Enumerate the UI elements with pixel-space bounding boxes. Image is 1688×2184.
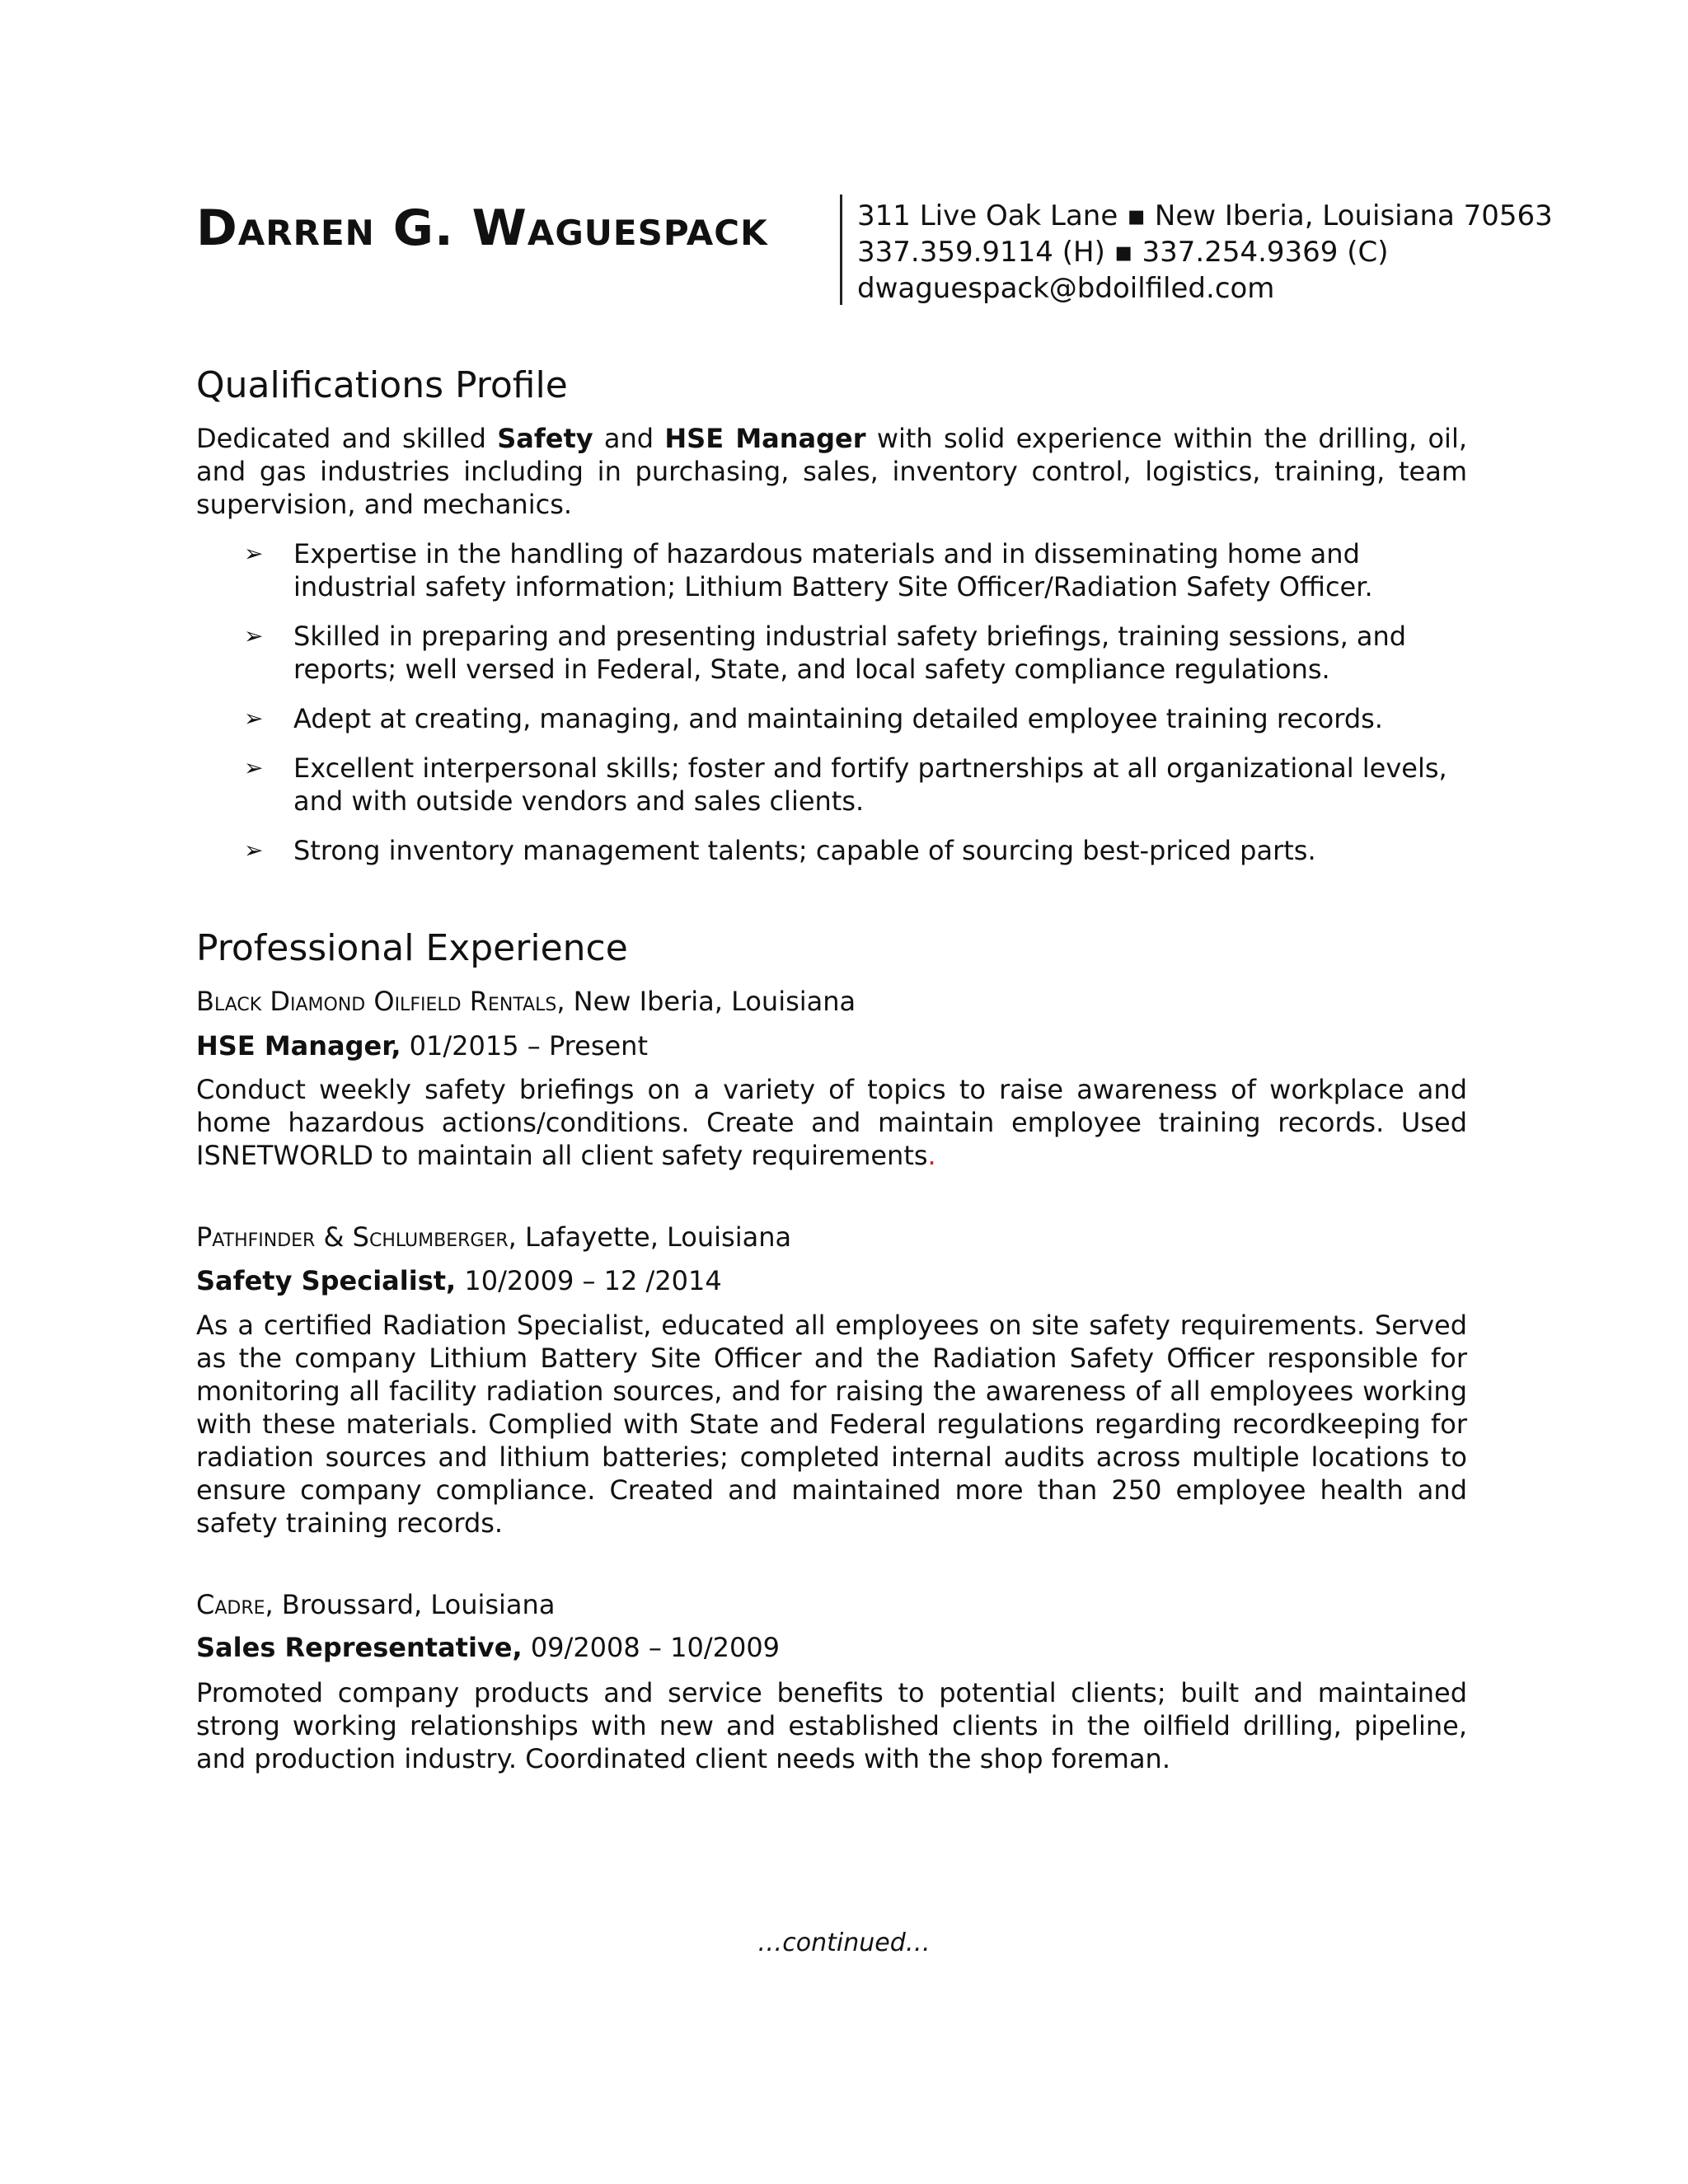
qualification-bullet	[244, 702, 1447, 735]
job-title: HSE Manager,	[196, 1030, 401, 1062]
company-name: Black Diamond Oilfield Rentals	[196, 986, 557, 1017]
summary-bold-hse-manager: HSE Manager	[664, 423, 866, 454]
job-description	[196, 1073, 1467, 1172]
contact-email: dwaguespack@bdoilfiled.com	[857, 272, 1275, 305]
arrowhead-bullet-icon: ➢	[244, 837, 264, 864]
qualifications-heading: Qualifications Profile	[196, 364, 568, 406]
job-dates: 01/2015 – Present	[401, 1030, 648, 1062]
company-location: , New Iberia, Louisiana	[556, 986, 856, 1017]
job-description: Promoted company products and service benefits to potential clients; built and maintained strong working relationships with new and established clients in the oilfield drilling, pipeline, and production industry. Coordinated client needs with the shop foreman.	[196, 1677, 1467, 1774]
job-description-end: .	[927, 1140, 936, 1171]
arrowhead-bullet-icon: ➢	[244, 754, 264, 781]
continued-note: …continued…	[757, 1929, 931, 1957]
summary-text-3: with solid experience within the drilling, oil, and gas industries including in purchasing, sales, inventory control, logistics, training, team supervision, and mechanics.	[196, 423, 1467, 520]
contact-address: 311 Live Oak Lane ▪ New Iberia, Louisiana 70563	[857, 199, 1553, 232]
qualification-bullet	[244, 537, 1447, 603]
job-dates: 09/2008 – 10/2009	[522, 1632, 781, 1663]
bullet-text: Excellent interpersonal skills; foster and fortify partnerships at all organizational levels, and with outside vendors and sales clients.	[293, 752, 1447, 817]
bullet-text: Adept at creating, managing, and maintaining detailed employee training records.	[293, 703, 1383, 734]
qualifications-bullet-list	[244, 537, 1447, 883]
company-location: , Lafayette, Louisiana	[508, 1221, 792, 1253]
company-name: Pathfinder & Schlumberger	[196, 1221, 509, 1253]
job-role-line	[196, 1030, 648, 1062]
summary-bold-safety: Safety	[497, 423, 593, 454]
job-role-line	[196, 1265, 722, 1296]
applicant-name: Darren G. Waguespack	[196, 199, 768, 257]
contact-block	[857, 198, 1553, 307]
qualification-bullet	[244, 620, 1447, 686]
bullet-text: Expertise in the handling of hazardous materials and in disseminating home and industrial safety information; Lithium Battery Site Officer/Radiation Safety Officer.	[293, 538, 1373, 602]
bullet-text: Skilled in preparing and presenting industrial safety briefings, training sessions, and reports; well versed in Federal, State, and local safety compliance regulations.	[293, 621, 1407, 685]
job-title: Sales Representative,	[196, 1632, 523, 1663]
qualification-bullet	[244, 834, 1447, 867]
arrowhead-bullet-icon: ➢	[244, 540, 264, 567]
job-dates: 10/2009 – 12 /2014	[456, 1265, 722, 1296]
company-name: Cadre	[196, 1589, 265, 1620]
job-company-line	[196, 1589, 555, 1620]
qualifications-summary	[196, 422, 1467, 521]
bullet-text: Strong inventory management talents; capable of sourcing best-priced parts.	[293, 835, 1316, 866]
job-description: As a certified Radiation Specialist, educated all employees on site safety requirements. Served as the company Lithium Battery Site Officer and the Radiation Safety Officer responsible for monitoring all facility radiation sources, and for raising the awareness of all employees working with these materials. Complied with State and Federal regulations regarding recordkeeping for radiation sources and lithium batteries; completed internal audits across multiple locations to ensure company compliance. Created and maintained more than 250 employee health and safety training records.	[196, 1310, 1467, 1539]
job-description-text: Conduct weekly safety briefings on a variety of topics to raise awareness of workplace and home hazardous actions/conditions. Create and maintain employee training records. Used ISNETWORLD to maintain all client safety requirements	[196, 1074, 1467, 1171]
summary-text-2: and	[593, 423, 665, 454]
job-company-line	[196, 986, 856, 1017]
job-role-line	[196, 1632, 780, 1663]
job-title: Safety Specialist,	[196, 1265, 457, 1296]
header-divider	[840, 194, 842, 305]
qualification-bullet	[244, 752, 1447, 818]
company-location: , Broussard, Louisiana	[265, 1589, 556, 1620]
arrowhead-bullet-icon: ➢	[244, 705, 264, 732]
summary-text-1: Dedicated and skilled	[196, 423, 498, 454]
contact-phones: 337.359.9114 (H) ▪ 337.254.9369 (C)	[857, 236, 1389, 269]
job-company-line	[196, 1221, 791, 1253]
arrowhead-bullet-icon: ➢	[244, 622, 264, 649]
experience-heading: Professional Experience	[196, 927, 628, 969]
